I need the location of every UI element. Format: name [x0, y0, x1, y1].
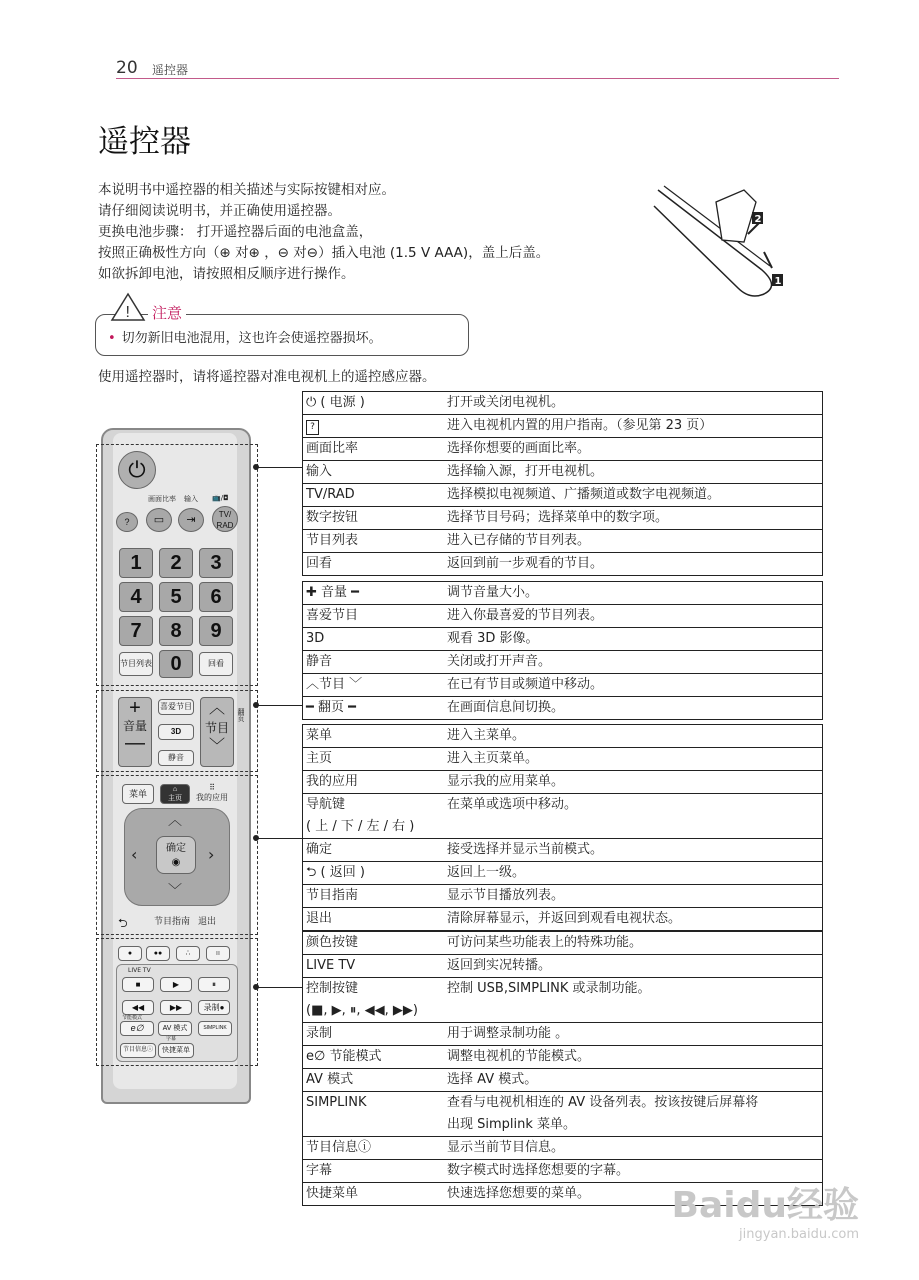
number-button[interactable]: 3 [199, 548, 233, 578]
section-label: 遥控器 [152, 63, 189, 77]
table-desc: 在菜单或选项中移动。 [447, 797, 578, 812]
table-key: 回看 [306, 556, 333, 571]
table-key: 快捷菜单 [306, 1186, 359, 1201]
function-table-1 [302, 391, 823, 576]
table-row [303, 392, 823, 415]
3d-button[interactable]: 3D [158, 724, 194, 740]
table-key: 录制 [306, 1026, 333, 1041]
table-desc: 在已有节目或频道中移动。 [447, 677, 604, 692]
caution-title: 注意 [148, 302, 186, 323]
table-desc: 接受选择并显示当前模式。 [447, 842, 604, 857]
table-key: 菜单 [306, 728, 333, 743]
mute-button[interactable]: 静音 [158, 750, 194, 766]
list-button[interactable]: 节目列表 [119, 652, 153, 676]
table-key: 确定 [306, 842, 333, 857]
label-ratio: 画面比率 [148, 495, 176, 503]
tv-icon-label: 📺/◘ [212, 494, 229, 502]
minus-icon: — [125, 732, 145, 754]
ok-label: 确定 [166, 843, 186, 854]
table-desc: 显示我的应用菜单。 [447, 774, 565, 789]
table-row [303, 885, 823, 908]
myapps-label: 我的应用 [196, 793, 228, 802]
function-table-4 [302, 931, 823, 1206]
table-desc-line: 出现 Simplink 菜单。 [447, 1117, 577, 1132]
step-1-label: 1 [774, 276, 782, 287]
arrow-up-icon[interactable]: ︿ [168, 813, 182, 829]
table-key: 主页 [306, 751, 333, 766]
program-label: 节目 [204, 721, 229, 735]
number-button[interactable]: 5 [159, 582, 193, 612]
volume-label: 音量 [122, 719, 147, 733]
table-key: 颜色按键 [306, 935, 359, 950]
watermark-logo: Baidu经验 [671, 1185, 859, 1226]
guide-button[interactable]: 节目指南 [154, 917, 191, 927]
label-input: 输入 [184, 495, 198, 503]
table-key: 静音 [306, 654, 333, 669]
number-button[interactable]: 8 [159, 616, 193, 646]
table-key [303, 978, 445, 1023]
svg-text:!: ! [125, 304, 130, 321]
energy-saving-button[interactable] [120, 1021, 154, 1036]
table-desc: 显示当前节目信息。 [447, 1140, 565, 1155]
table-row [303, 484, 823, 507]
eco-label: 节能模式 [122, 1015, 143, 1021]
page-title: 遥控器 [98, 124, 191, 160]
eco-icon: e∅ [130, 1023, 144, 1033]
table-row [303, 507, 823, 530]
table-key [303, 415, 445, 438]
table-key: 我的应用 [306, 774, 359, 789]
power-button[interactable] [118, 451, 156, 489]
chevron-up-icon: ︿ [208, 700, 225, 717]
ratio-icon: ▭ [153, 514, 165, 526]
subtitle-label: 字幕 [166, 1036, 177, 1042]
tvrad-button[interactable]: TV/ RAD [212, 506, 238, 532]
table-row [303, 794, 823, 839]
table-key: TV/RAD [306, 487, 355, 502]
input-icon: ⇥ [186, 514, 196, 526]
pause-button[interactable]: ⏸ [198, 977, 230, 992]
livetv-label: LIVE TV [128, 967, 151, 974]
table-row [303, 862, 823, 885]
red-button[interactable]: ● [118, 946, 142, 961]
table-row [303, 748, 823, 771]
table-desc: 返回到前一步观看的节目。 [447, 556, 604, 571]
table-row [303, 932, 823, 955]
table-row [303, 438, 823, 461]
ratio-button[interactable] [146, 508, 172, 532]
back-button[interactable] [118, 914, 128, 935]
table-row [303, 771, 823, 794]
help-icon: ? [124, 517, 130, 527]
table-desc: 进入主页菜单。 [447, 751, 539, 766]
help-icon: ? [306, 420, 319, 435]
intro-text [98, 180, 549, 285]
intro-line: 本说明书中遥控器的相关描述与实际按键相对应。 [98, 182, 395, 198]
table-row [303, 582, 823, 605]
volume-rocker[interactable] [118, 697, 152, 767]
table-desc: 进入你最喜爱的节目列表。 [447, 608, 604, 623]
table-row [303, 1069, 823, 1092]
table-row [303, 1023, 823, 1046]
table-desc: 选择输入源，打开电视机。 [447, 464, 604, 479]
table-desc: 调节音量大小。 [447, 585, 539, 600]
ok-dot-icon: ◉ [171, 857, 181, 868]
table-row [303, 978, 823, 1023]
myapps-button[interactable] [196, 783, 228, 803]
table-row [303, 839, 823, 862]
function-table-3 [302, 724, 823, 931]
table-key: 节目指南 [306, 888, 359, 903]
table-row [303, 908, 823, 931]
table-key: 喜爱节目 [306, 608, 359, 623]
arrow-left-icon[interactable]: ‹ [131, 845, 138, 864]
favorite-button[interactable]: 喜爱节目 [158, 699, 194, 715]
table-desc: 关闭或打开声音。 [447, 654, 552, 669]
number-button[interactable]: 1 [119, 548, 153, 578]
stop-button[interactable]: ■ [122, 977, 154, 992]
intro-line: 请仔细阅读说明书，并正确使用遥控器。 [98, 203, 341, 219]
table-desc: 观看 3D 影像。 [447, 631, 539, 646]
table-row [303, 1137, 823, 1160]
table-key: ━ 翻页 ━ [306, 700, 356, 715]
table-key [303, 794, 445, 839]
green-button[interactable]: ●● [146, 946, 170, 961]
table-desc: 选择你想要的画面比率。 [447, 441, 591, 456]
connector-line [256, 705, 302, 706]
caution-text: 切勿新旧电池混用，这也许会使遥控器损坏。 [121, 331, 382, 346]
page-number: 20 [116, 58, 138, 78]
table-key-line: 控制按键 [306, 981, 359, 996]
back-icon: ⮌ [118, 916, 128, 930]
table-desc: 可访问某些功能表上的特殊功能。 [447, 935, 643, 950]
table-row [303, 697, 823, 720]
table-desc: 数字模式时选择您想要的字幕。 [447, 1163, 630, 1178]
table-key: 画面比率 [306, 441, 359, 456]
blue-button[interactable]: ⠶ [206, 946, 230, 961]
warning-icon [110, 291, 146, 323]
table-desc [444, 1092, 823, 1137]
table-key: SIMPLINK [306, 1095, 367, 1110]
table-key: 数字按钮 [306, 510, 359, 525]
table-desc: 在画面信息间切换。 [447, 700, 565, 715]
table-key: e∅ 节能模式 [306, 1049, 382, 1064]
table-desc: 进入主菜单。 [447, 728, 526, 743]
help-button[interactable] [116, 512, 138, 532]
table-row [303, 553, 823, 576]
menu-button[interactable]: 菜单 [122, 784, 154, 804]
usage-note: 使用遥控器时，请将遥控器对准电视机上的遥控感应器。 [98, 369, 436, 385]
table-desc-line: 查看与电视机相连的 AV 设备列表。按该按键后屏幕将 [447, 1095, 759, 1110]
simplink-button[interactable]: SIMPLINK [198, 1021, 232, 1036]
page-label: 翻页 [237, 708, 245, 722]
intro-line: 按照正确极性方向（⊕ 对⊕ ，⊖ 对⊖）插入电池 (1.5 V AAA)，盖上后盖。 [98, 245, 550, 261]
table-row [303, 415, 823, 438]
table-row [303, 725, 823, 748]
table-desc: 进入电视机内置的用户指南。（参见第 23 页） [447, 418, 713, 433]
table-row [303, 628, 823, 651]
connector-line [256, 467, 302, 468]
plus-icon: + [129, 697, 141, 719]
table-key: ⏻ ( 电源 ) [306, 395, 365, 410]
table-desc: 快速选择您想要的菜单。 [447, 1186, 591, 1201]
table-desc: 清除屏幕显示，并返回到观看电视状态。 [447, 911, 682, 926]
home-icon: ⌂ [172, 786, 178, 793]
table-key: ⮌ ( 返回 ) [306, 865, 365, 880]
table-key: 节目信息ⓘ [306, 1140, 372, 1155]
table-key: 节目列表 [306, 533, 359, 548]
arrow-down-icon[interactable]: ﹀ [168, 883, 182, 899]
intro-line: 如欲拆卸电池，请按照相反顺序进行操作。 [98, 266, 355, 282]
ok-button[interactable] [156, 836, 196, 874]
arrow-right-icon[interactable]: › [208, 845, 215, 864]
table-row [303, 674, 823, 697]
table-key: 退出 [306, 911, 333, 926]
table-key: 3D [306, 631, 325, 646]
number-button[interactable]: 9 [199, 616, 233, 646]
table-key: ✚ 音量 ━ [306, 585, 359, 600]
grid-icon: ⠿ [209, 783, 215, 792]
table-desc: 控制 USB,SIMPLINK 或录制功能。 [447, 981, 651, 996]
battery-illustration [652, 182, 802, 300]
yellow-button[interactable]: ∴ [176, 946, 200, 961]
intro-line: 更换电池步骤： 打开遥控器后面的电池盒盖， [98, 224, 373, 240]
connector-line [256, 838, 302, 839]
function-table-2 [302, 581, 823, 720]
table-desc: 选择 AV 模式。 [447, 1072, 538, 1087]
flashback-button[interactable]: 回看 [199, 652, 233, 676]
table-key: LIVE TV [306, 958, 356, 973]
quick-menu-button[interactable]: 快捷菜单 [158, 1043, 194, 1058]
forward-button[interactable]: ▶▶ [160, 1000, 192, 1015]
table-desc: 进入已存储的节目列表。 [447, 533, 591, 548]
home-label: 主页 [168, 795, 182, 802]
table-desc: 选择模拟电视频道、广播频道或数字电视频道。 [447, 487, 721, 502]
chevron-down-icon: ﹀ [208, 738, 225, 755]
table-desc: 用于调整录制功能 。 [447, 1026, 569, 1041]
table-desc: 显示节目播放列表。 [447, 888, 565, 903]
step-2-label: 2 [754, 214, 762, 225]
table-row [303, 955, 823, 978]
table-row [303, 651, 823, 674]
table-row [303, 1092, 823, 1137]
caution-item: • 切勿新旧电池混用，这也许会使遥控器损坏。 [108, 331, 382, 346]
table-desc: 选择节目号码；选择菜单中的数字项。 [447, 510, 669, 525]
table-key-line: 导航键 [306, 797, 346, 812]
number-button[interactable]: 0 [159, 650, 193, 678]
info-button[interactable]: 节目信息ⓘ [120, 1043, 156, 1058]
number-button[interactable]: 4 [119, 582, 153, 612]
table-desc: 打开或关闭电视机。 [447, 395, 565, 410]
av-mode-button[interactable]: AV 模式 [158, 1021, 192, 1036]
number-button[interactable]: 7 [119, 616, 153, 646]
number-button[interactable]: 2 [159, 548, 193, 578]
table-row [303, 530, 823, 553]
table-row [303, 1046, 823, 1069]
table-row [303, 461, 823, 484]
header-divider [116, 78, 839, 79]
table-desc: 调整电视机的节能模式。 [447, 1049, 591, 1064]
table-key: 字幕 [306, 1163, 333, 1178]
home-button[interactable] [160, 784, 190, 804]
watermark-url: jingyan.baidu.com [739, 1227, 859, 1242]
table-key-line: (■, ▶, ⏸, ◀◀, ▶▶) [306, 1003, 418, 1018]
table-key: 输入 [306, 464, 333, 479]
table-key-line: ( 上 / 下 / 左 / 右 ) [306, 819, 415, 834]
rewind-button[interactable]: ◀◀ [122, 1000, 154, 1015]
table-key: ︿节目 ﹀ [306, 677, 363, 692]
exit-button[interactable]: 退出 [198, 917, 217, 927]
program-rocker[interactable] [200, 697, 234, 767]
number-button[interactable]: 6 [199, 582, 233, 612]
table-desc: 返回上一级。 [447, 865, 526, 880]
connector-line [256, 987, 302, 988]
table-row [303, 605, 823, 628]
table-desc: 返回到实况转播。 [447, 958, 552, 973]
table-key: AV 模式 [306, 1072, 354, 1087]
power-icon: ⏻ [128, 457, 146, 482]
input-button[interactable] [178, 508, 204, 532]
record-button[interactable]: 录制● [198, 1000, 230, 1015]
play-button[interactable]: ▶ [160, 977, 192, 992]
